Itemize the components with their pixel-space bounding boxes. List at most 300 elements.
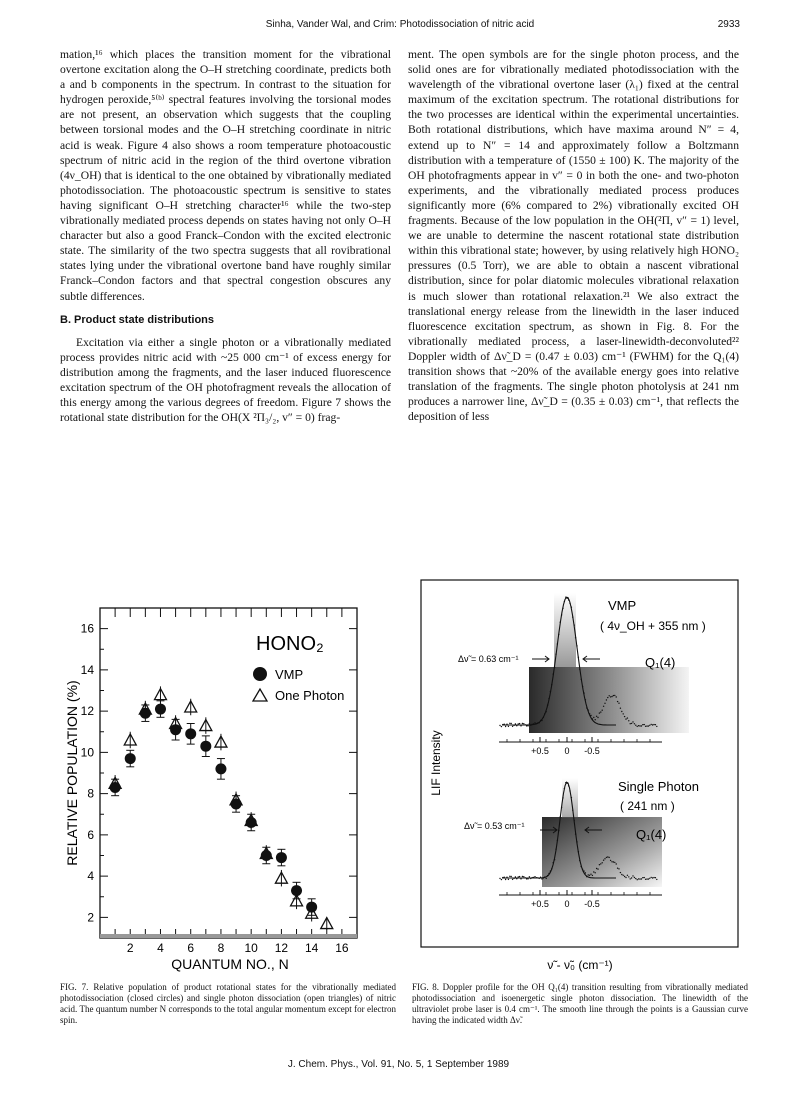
lif-data-point bbox=[632, 875, 633, 876]
plot-frame bbox=[100, 608, 357, 938]
lif-data-point bbox=[628, 720, 629, 721]
lif-data-point bbox=[557, 643, 558, 644]
lif-data-point bbox=[651, 877, 652, 878]
lif-data-point bbox=[499, 878, 500, 879]
lif-data-point bbox=[611, 696, 612, 697]
y-tick-label: 8 bbox=[87, 786, 94, 801]
x-tick-label: 4 bbox=[157, 941, 164, 955]
lif-data-point bbox=[537, 722, 538, 723]
lif-data-point bbox=[512, 879, 513, 880]
lif-data-point bbox=[645, 879, 646, 880]
lif-data-point bbox=[568, 599, 569, 600]
lif-data-point bbox=[655, 724, 656, 725]
lif-data-point bbox=[652, 724, 653, 725]
lif-data-point bbox=[501, 879, 502, 880]
y-tick-label: 10 bbox=[80, 745, 94, 760]
lif-data-point bbox=[627, 717, 628, 718]
lif-data-point bbox=[541, 720, 542, 721]
lif-data-point bbox=[569, 603, 570, 604]
figure-8-caption: FIG. 8. Doppler profile for the OH Q₁(4) transition resulting from vibrationally mediated photodissociation and isoenergetic single photon dissociation. The linewidth of the ultraviolet probe laser is 0.4 cm⁻¹. The smooth line through the points is a Gaussian curve having the indicated width Δν̃. bbox=[412, 982, 748, 1025]
lif-data-point bbox=[600, 711, 601, 712]
lif-data-point bbox=[623, 713, 624, 714]
lif-data-point bbox=[632, 721, 633, 722]
figure-8-x-label: ν̃ - ν̃₀ (cm⁻¹) bbox=[547, 958, 613, 972]
legend-one-photon-label: One Photon bbox=[275, 688, 345, 703]
lif-data-point bbox=[511, 723, 512, 724]
lif-data-point bbox=[502, 877, 503, 878]
lif-data-point bbox=[508, 726, 509, 727]
figure-7-caption: FIG. 7. Relative population of product rotational states for the vibrationally mediated photodissociation (closed circles) and single photon dissociation (open triangles) of nitric acid. The quantum number N corresponds to the total angular momentum except for electron spin. bbox=[60, 982, 396, 1025]
lif-data-point bbox=[523, 876, 524, 877]
lif-data-point bbox=[576, 841, 577, 842]
lif-data-point bbox=[511, 876, 512, 877]
lif-data-point bbox=[585, 872, 586, 873]
vmp-point bbox=[231, 798, 242, 809]
lif-data-point bbox=[644, 724, 645, 725]
lif-data-point bbox=[533, 877, 534, 878]
lif-data-point bbox=[537, 877, 538, 878]
top-peak-shading bbox=[554, 593, 576, 667]
lif-data-point bbox=[551, 684, 552, 685]
lif-data-point bbox=[581, 866, 582, 867]
lif-data-point bbox=[599, 864, 600, 865]
lif-data-point bbox=[655, 877, 656, 878]
lif-data-point bbox=[630, 723, 631, 724]
lif-data-point bbox=[618, 868, 619, 869]
lif-data-point bbox=[614, 695, 615, 696]
y-tick-label: 12 bbox=[80, 704, 94, 719]
lif-data-point bbox=[609, 857, 610, 858]
lif-data-point bbox=[635, 878, 636, 879]
lif-data-point bbox=[631, 723, 632, 724]
lif-data-point bbox=[522, 876, 523, 877]
axis-tick-label: -0.5 bbox=[584, 746, 600, 756]
lif-data-point bbox=[564, 601, 565, 602]
lif-data-point bbox=[653, 877, 654, 878]
top-width-label: Δν̃ = 0.63 cm⁻¹ bbox=[458, 654, 519, 664]
x-tick-label: 14 bbox=[304, 941, 319, 955]
lif-data-point bbox=[603, 860, 604, 861]
lif-data-point bbox=[527, 878, 528, 879]
left-paragraph-1: mation,¹⁶ which places the transition moment for the vibrational overtone excitation along the O–H stretching coordinate, predicts both a and b components in the spectrum. In contrast to the situation for hydrogen peroxide,⁵⁽ᵇ⁾ spectral features involving the torsional modes are not present, an observation which suggests that the coupling between torsional modes and the O–H stretching coordinate in nitric acid is weak. Figure 4 also shows a room temperature photoacoustic spectrum of nitric acid in the region of the third overtone vibration (4ν_OH) that is identical to the one obtained by vibrationally mediated photodissociation. The photoacoustic spectrum is sensitive to states having significant O–H stretching character¹⁶ while the two-step vibrationally mediated process depends on states having not only O–H character but also a good Franck–Condon with the excited electronic state. The similarity of the two spectra suggests that all rovibrational states lying under the vibrational overtone band have roughly similar Franck–Condon factors and that spectral congestion obscures any subtle differences. bbox=[60, 48, 391, 303]
lif-data-point bbox=[557, 840, 558, 841]
lif-data-point bbox=[637, 879, 638, 880]
lif-data-point bbox=[565, 782, 566, 783]
y-tick-label: 14 bbox=[80, 662, 94, 677]
lif-data-point bbox=[603, 706, 604, 707]
axis-tick-label: 0 bbox=[564, 899, 570, 909]
lif-data-point bbox=[505, 726, 506, 727]
lif-data-point bbox=[536, 877, 537, 878]
lif-data-point bbox=[625, 718, 626, 719]
lif-data-point bbox=[509, 876, 510, 877]
x-tick-label: 12 bbox=[274, 941, 289, 955]
lif-data-point bbox=[525, 877, 526, 878]
lif-data-point bbox=[516, 725, 517, 726]
lif-data-point bbox=[561, 614, 562, 615]
lif-data-point bbox=[613, 861, 614, 862]
lif-data-point bbox=[504, 877, 505, 878]
lif-data-point bbox=[509, 723, 510, 724]
lif-data-point bbox=[627, 875, 628, 876]
lif-data-point bbox=[618, 703, 619, 704]
figure-7-chart bbox=[60, 598, 400, 978]
lif-data-point bbox=[634, 877, 635, 878]
lif-data-point bbox=[579, 669, 580, 670]
lif-data-point bbox=[624, 716, 625, 717]
lif-data-point bbox=[611, 861, 612, 862]
lif-data-point bbox=[613, 695, 614, 696]
lif-data-point bbox=[513, 725, 514, 726]
y-tick-label: 4 bbox=[87, 869, 94, 884]
lif-data-point bbox=[520, 725, 521, 726]
lif-data-point bbox=[586, 876, 587, 877]
lif-data-point bbox=[623, 875, 624, 876]
lif-data-point bbox=[560, 622, 561, 623]
lif-data-point bbox=[644, 877, 645, 878]
lif-data-point bbox=[596, 868, 597, 869]
vmp-point bbox=[125, 753, 136, 764]
lif-data-point bbox=[625, 877, 626, 878]
vmp-point bbox=[291, 885, 302, 896]
lif-data-point bbox=[512, 726, 513, 727]
vmp-point bbox=[215, 763, 226, 774]
lif-data-point bbox=[620, 708, 621, 709]
lif-data-point bbox=[501, 726, 502, 727]
lif-data-point bbox=[562, 797, 563, 798]
lif-data-point bbox=[653, 724, 654, 725]
left-paragraph-2: Excitation via either a single photon or a vibrationally mediated process provides nitric acid with ~25 000 cm⁻¹ of excess energy for distribution among the fragments, and the laser induced fluorescence excitation spectrum of the OH photofragment reveals the allocation of this energy among the various degrees of freedom. Figure 7 shows the rotational state distribution for the OH(X ²Π₃/₂, v″ = 0) frag- bbox=[60, 335, 391, 425]
lif-data-point bbox=[502, 724, 503, 725]
right-paragraph-1: ment. The open symbols are for the single photon process, and the solid ones are for vibrationally mediated photodissociation with the wavelength of the vibrational overtone laser (λ₁) fixed at the central maximum of the excitation spectrum. The rotational distributions for the two processes are identical within the experimental uncertainties. Both rotational distributions, which have maxima around N″ = 4, extend up to N″ = 14 and approximately follow a Boltzmann distribution with a temperature of (1550 ± 100) K. The majority of the OH photofragments appear in v″ = 0 in both the one- and two-photon experiments, and the vibrationally mediated process produces significantly more (6% compared to 2%) vibrationally excited OH fragments. Because of the low population in the OH(²Π, v″ = 1) level, we are unable to determine the nascent rotational state distribution within this vibrational state; however, by using relatively high HONO₂ pressures (0.5 Torr), we are able to obtain a nascent vibrational distribution, since for polar diatomic molecules vibrational relaxation is much slower than rotational relaxation.²¹ We also extract the translational energy release from the linewidth in the laser induced fluorescence excitation spectrum, as shown in Fig. 8. For the vibrationally mediated process, a laser-linewidth-deconvoluted²² Doppler width of Δν̃_D = (0.47 ± 0.03) cm⁻¹ (FWHM) for the Q₁(4) transition shows that ~20% of the available energy goes into relative translation of the fragments. The single photon photolysis at 241 nm produces a narrower line, Δν̃_D = (0.35 ± 0.03) cm⁻¹, that reflects the deposition of less bbox=[408, 48, 739, 424]
lif-data-point bbox=[515, 876, 516, 877]
lif-data-point bbox=[610, 860, 611, 861]
lif-data-point bbox=[645, 726, 646, 727]
lif-data-point bbox=[578, 657, 579, 658]
lif-data-point bbox=[506, 724, 507, 725]
lif-data-point bbox=[604, 858, 605, 859]
lif-data-point bbox=[642, 877, 643, 878]
lif-data-point bbox=[597, 868, 598, 869]
lif-data-point bbox=[530, 878, 531, 879]
vmp-point bbox=[170, 724, 181, 735]
lif-data-point bbox=[539, 722, 540, 723]
lif-data-point bbox=[548, 873, 549, 874]
lif-data-point bbox=[602, 710, 603, 711]
left-column bbox=[60, 47, 391, 425]
axis-tick-label: +0.5 bbox=[531, 899, 549, 909]
lif-data-point bbox=[631, 877, 632, 878]
lif-data-point bbox=[562, 608, 563, 609]
lif-data-point bbox=[518, 876, 519, 877]
legend-one-photon-marker bbox=[253, 689, 267, 701]
lif-data-point bbox=[508, 879, 509, 880]
lif-data-point bbox=[616, 863, 617, 864]
lif-data-point bbox=[550, 691, 551, 692]
top-subtitle: ( 4ν_OH + 355 nm ) bbox=[600, 619, 706, 633]
axis-tick-label: +0.5 bbox=[531, 746, 549, 756]
bottom-title: Single Photon bbox=[618, 779, 699, 794]
chart-title: HONO₂ bbox=[256, 633, 324, 655]
lif-data-point bbox=[616, 696, 617, 697]
figure-7 bbox=[60, 598, 400, 978]
lif-data-point bbox=[576, 645, 577, 646]
lif-data-point bbox=[648, 725, 649, 726]
lif-data-point bbox=[595, 719, 596, 720]
lif-data-point bbox=[579, 860, 580, 861]
lif-data-point bbox=[641, 725, 642, 726]
lif-data-point bbox=[530, 725, 531, 726]
lif-data-point bbox=[544, 876, 545, 877]
lif-data-point bbox=[588, 874, 589, 875]
lif-data-point bbox=[589, 713, 590, 714]
lif-data-point bbox=[597, 717, 598, 718]
lif-data-point bbox=[523, 723, 524, 724]
lif-data-point bbox=[599, 712, 600, 713]
lif-data-point bbox=[534, 722, 535, 723]
page-number: 2933 bbox=[717, 19, 740, 30]
lif-data-point bbox=[555, 654, 556, 655]
lif-data-point bbox=[582, 869, 583, 870]
lif-data-point bbox=[543, 717, 544, 718]
lif-data-point bbox=[506, 877, 507, 878]
lif-data-point bbox=[585, 699, 586, 700]
lif-data-point bbox=[593, 871, 594, 872]
vmp-point bbox=[110, 782, 121, 793]
lif-data-point bbox=[532, 724, 533, 725]
lif-data-point bbox=[560, 816, 561, 817]
axis-tick-label: -0.5 bbox=[584, 899, 600, 909]
lif-data-point bbox=[602, 862, 603, 863]
lif-data-point bbox=[600, 863, 601, 864]
legend-vmp-label: VMP bbox=[275, 667, 304, 682]
journal-footer: J. Chem. Phys., Vol. 91, No. 5, 1 September 1989 bbox=[287, 1059, 510, 1070]
lif-data-point bbox=[575, 637, 576, 638]
lif-data-point bbox=[499, 725, 500, 726]
lif-data-point bbox=[564, 788, 565, 789]
lif-data-point bbox=[586, 707, 587, 708]
lif-data-point bbox=[572, 617, 573, 618]
lif-data-point bbox=[513, 878, 514, 879]
vmp-point bbox=[185, 728, 196, 739]
lif-data-point bbox=[554, 859, 555, 860]
lif-data-point bbox=[526, 878, 527, 879]
vmp-point bbox=[246, 817, 257, 828]
lif-data-point bbox=[581, 679, 582, 680]
lif-data-point bbox=[536, 723, 537, 724]
lif-data-point bbox=[544, 713, 545, 714]
lif-data-point bbox=[534, 876, 535, 877]
lif-data-point bbox=[567, 783, 568, 784]
lif-data-point bbox=[565, 597, 566, 598]
lif-data-point bbox=[546, 711, 547, 712]
figure-8-frame bbox=[421, 580, 738, 947]
lif-data-point bbox=[540, 877, 541, 878]
lif-data-point bbox=[532, 877, 533, 878]
lif-data-point bbox=[638, 878, 639, 879]
x-tick-label: 2 bbox=[126, 941, 134, 955]
running-title: Sinha, Vander Wal, and Crim: Photodissociation of nitric acid bbox=[265, 19, 535, 30]
lif-data-point bbox=[541, 878, 542, 879]
x-tick-label: 16 bbox=[335, 941, 349, 955]
top-line-label: Q₁(4) bbox=[645, 655, 676, 670]
lif-data-point bbox=[527, 725, 528, 726]
figure-8 bbox=[412, 573, 747, 978]
lif-data-point bbox=[504, 724, 505, 725]
bottom-peak-shading bbox=[562, 778, 578, 818]
lif-data-point bbox=[569, 790, 570, 791]
lif-data-point bbox=[651, 724, 652, 725]
lif-data-point bbox=[604, 703, 605, 704]
lif-data-point bbox=[639, 878, 640, 879]
lif-data-point bbox=[533, 723, 534, 724]
lif-data-point bbox=[550, 870, 551, 871]
lif-data-point bbox=[607, 856, 608, 857]
bottom-subtitle: ( 241 nm ) bbox=[620, 799, 675, 813]
lif-data-point bbox=[553, 862, 554, 863]
lif-data-point bbox=[539, 878, 540, 879]
lif-data-point bbox=[656, 879, 657, 880]
axis-band bbox=[100, 934, 357, 938]
lif-data-point bbox=[554, 667, 555, 668]
lif-data-point bbox=[646, 878, 647, 879]
lif-data-point bbox=[515, 723, 516, 724]
vmp-point bbox=[200, 741, 211, 752]
y-tick-label: 16 bbox=[80, 621, 94, 636]
lif-data-point bbox=[646, 725, 647, 726]
lif-data-point bbox=[574, 820, 575, 821]
lif-data-point bbox=[606, 699, 607, 700]
lif-data-point bbox=[583, 692, 584, 693]
lif-data-point bbox=[543, 877, 544, 878]
vmp-point bbox=[306, 902, 317, 913]
lif-data-point bbox=[578, 851, 579, 852]
lif-data-point bbox=[635, 725, 636, 726]
lif-intensity-label: LIF Intensity bbox=[429, 730, 443, 796]
lif-data-point bbox=[590, 715, 591, 716]
lif-data-point bbox=[547, 704, 548, 705]
lif-data-point bbox=[609, 695, 610, 696]
lif-data-point bbox=[574, 624, 575, 625]
lif-data-point bbox=[641, 878, 642, 879]
lif-data-point bbox=[649, 878, 650, 879]
top-arrow-right bbox=[583, 656, 600, 662]
lif-data-point bbox=[583, 870, 584, 871]
lif-data-point bbox=[648, 878, 649, 879]
axis-tick-label: 0 bbox=[564, 746, 570, 756]
lif-data-point bbox=[639, 725, 640, 726]
lif-data-point bbox=[656, 726, 657, 727]
lif-data-point bbox=[546, 878, 547, 879]
lif-data-point bbox=[519, 723, 520, 724]
y-tick-label: 2 bbox=[87, 910, 94, 925]
lif-data-point bbox=[606, 857, 607, 858]
lif-data-point bbox=[642, 724, 643, 725]
x-tick-label: 8 bbox=[217, 941, 225, 955]
lif-data-point bbox=[571, 797, 572, 798]
lif-data-point bbox=[630, 878, 631, 879]
lif-data-point bbox=[596, 716, 597, 717]
lif-data-point bbox=[526, 725, 527, 726]
figure-8-chart bbox=[412, 573, 747, 978]
right-column bbox=[408, 47, 739, 424]
lif-data-point bbox=[518, 723, 519, 724]
lif-data-point bbox=[652, 877, 653, 878]
lif-data-point bbox=[637, 726, 638, 727]
y-tick-label: 6 bbox=[87, 827, 94, 842]
lif-data-point bbox=[638, 725, 639, 726]
lif-data-point bbox=[548, 698, 549, 699]
vmp-point bbox=[140, 708, 151, 719]
lif-data-point bbox=[634, 723, 635, 724]
lif-data-point bbox=[547, 875, 548, 876]
lif-data-point bbox=[620, 872, 621, 873]
lif-data-point bbox=[555, 849, 556, 850]
lif-data-point bbox=[551, 868, 552, 869]
lif-data-point bbox=[607, 697, 608, 698]
lif-data-point bbox=[529, 723, 530, 724]
lif-data-point bbox=[649, 725, 650, 726]
lif-data-point bbox=[614, 862, 615, 863]
lif-data-point bbox=[621, 711, 622, 712]
top-title: VMP bbox=[608, 598, 637, 613]
lif-data-point bbox=[520, 878, 521, 879]
lif-data-point bbox=[582, 686, 583, 687]
lif-data-point bbox=[575, 833, 576, 834]
lif-data-point bbox=[505, 879, 506, 880]
lif-data-point bbox=[592, 875, 593, 876]
lif-data-point bbox=[558, 634, 559, 635]
x-axis-label: QUANTUM NO., N bbox=[171, 956, 289, 972]
bottom-width-label: Δν̃ = 0.53 cm⁻¹ bbox=[464, 821, 525, 831]
running-header bbox=[60, 19, 740, 33]
lif-data-point bbox=[617, 701, 618, 702]
bottom-line-label: Q₁(4) bbox=[636, 827, 667, 842]
vmp-point bbox=[261, 850, 272, 861]
x-tick-label: 6 bbox=[187, 941, 195, 955]
legend-vmp-marker bbox=[253, 667, 267, 681]
lif-data-point bbox=[593, 717, 594, 718]
lif-data-point bbox=[621, 874, 622, 875]
lif-data-point bbox=[588, 709, 589, 710]
vmp-point bbox=[276, 852, 287, 863]
lif-data-point bbox=[624, 876, 625, 877]
lif-data-point bbox=[589, 875, 590, 876]
lif-data-point bbox=[610, 696, 611, 697]
lif-data-point bbox=[617, 868, 618, 869]
lif-data-point bbox=[568, 785, 569, 786]
y-axis-label: RELATIVE POPULATION (%) bbox=[64, 680, 80, 866]
lif-data-point bbox=[519, 876, 520, 877]
lif-data-point bbox=[516, 878, 517, 879]
lif-data-point bbox=[572, 810, 573, 811]
vmp-point bbox=[155, 704, 166, 715]
lif-data-point bbox=[571, 607, 572, 608]
lif-data-point bbox=[567, 598, 568, 599]
top-arrow-left bbox=[532, 656, 549, 662]
lif-data-point bbox=[522, 723, 523, 724]
section-heading: B. Product state distributions bbox=[60, 313, 215, 326]
lif-data-point bbox=[628, 876, 629, 877]
lif-data-point bbox=[525, 724, 526, 725]
lif-data-point bbox=[561, 807, 562, 808]
lif-data-point bbox=[590, 874, 591, 875]
x-tick-label: 10 bbox=[244, 941, 258, 955]
lif-data-point bbox=[553, 673, 554, 674]
lif-data-point bbox=[592, 718, 593, 719]
lif-data-point bbox=[595, 872, 596, 873]
lif-data-point bbox=[529, 876, 530, 877]
